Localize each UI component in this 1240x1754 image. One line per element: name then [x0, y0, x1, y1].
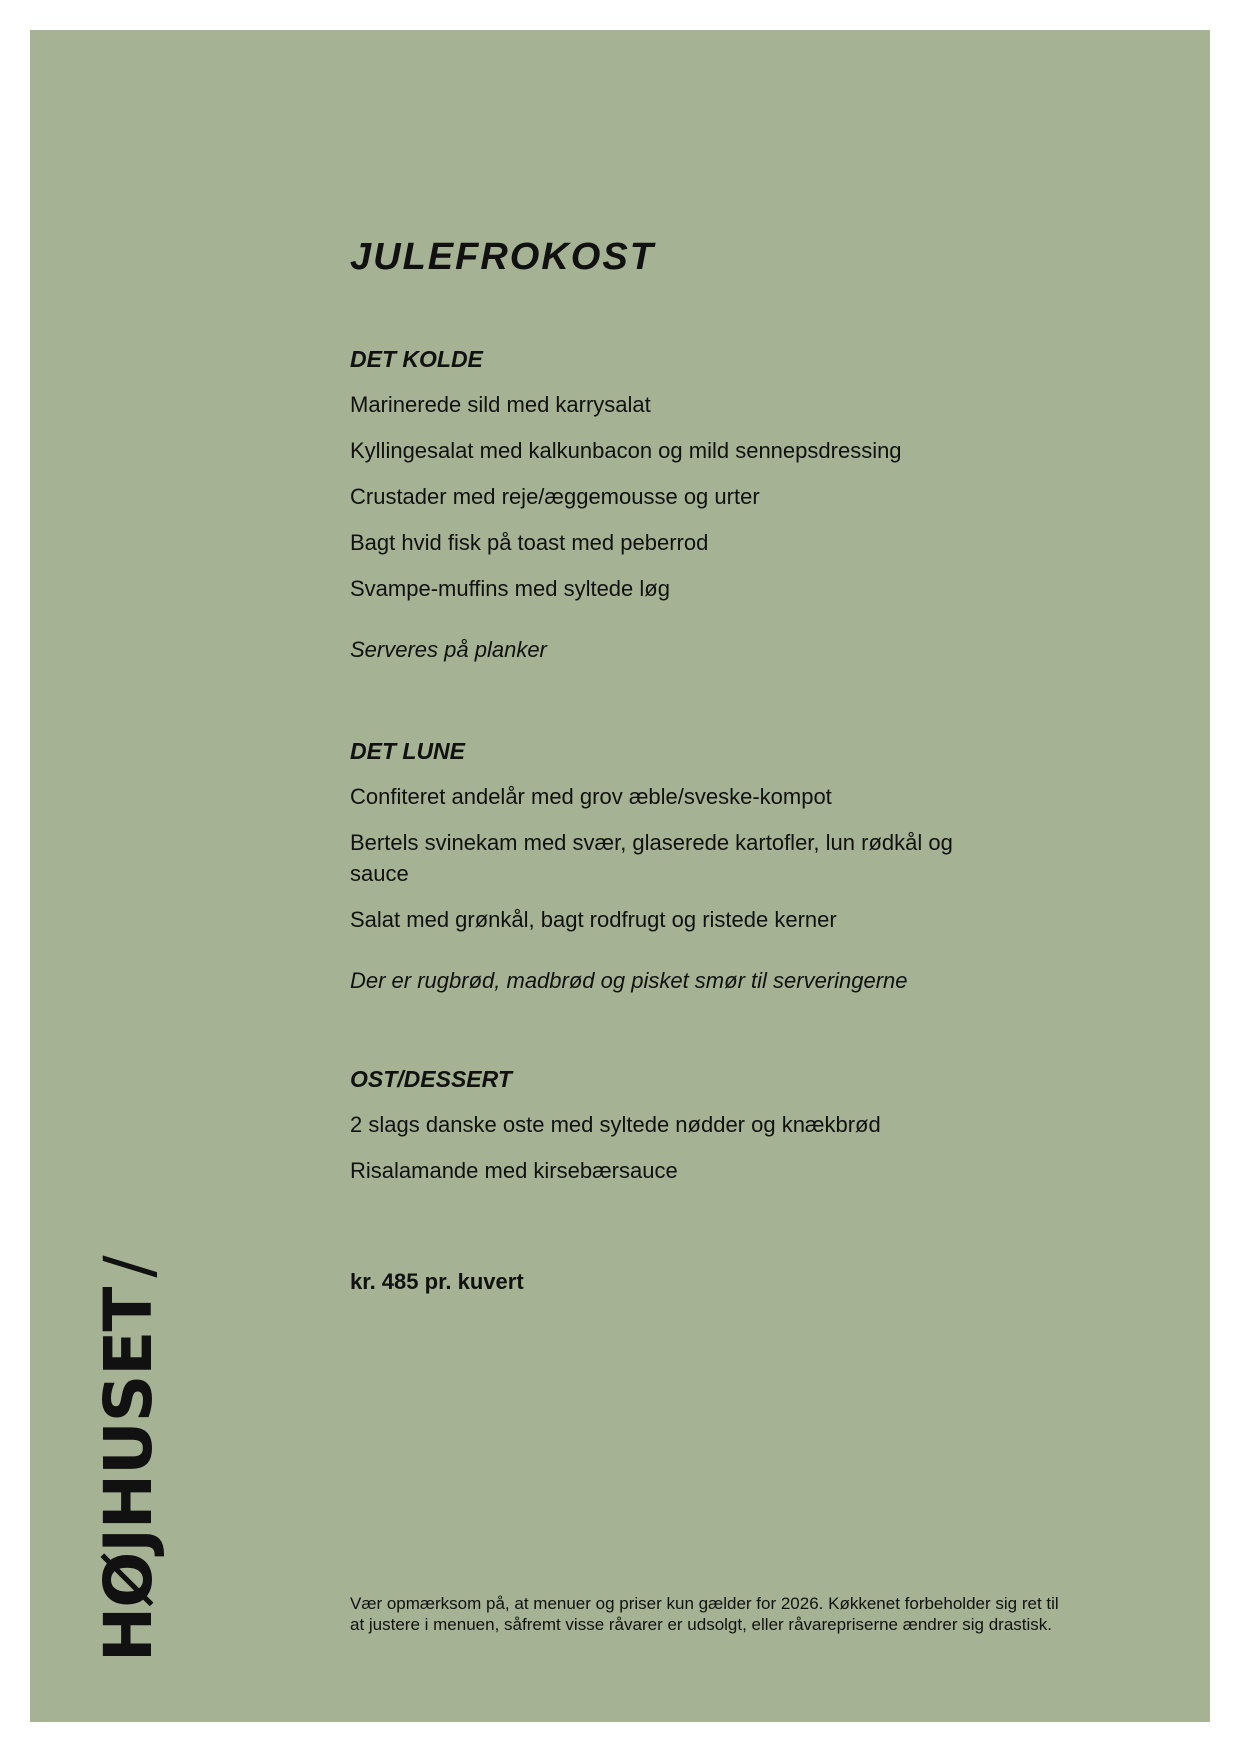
- brand-logo: [90, 1256, 167, 1662]
- dish-item: Crustader med reje/æggemousse og urter: [350, 484, 760, 509]
- dish-item: Bagt hvid fisk på toast med peberrod: [350, 530, 709, 555]
- section-heading: DET KOLDE: [350, 346, 483, 372]
- brand-slash: /: [90, 1256, 167, 1278]
- dish-item: Kyllingesalat med kalkunbacon og mild sennepsdressing: [350, 438, 902, 463]
- dish-item: Bertels svinekam med svær, glaserede kartofler, lun rødkål og sauce: [350, 830, 953, 886]
- section-heading: OST/DESSERT: [350, 1066, 512, 1092]
- brand-name: HØJHUSET: [90, 1287, 167, 1662]
- section-ost-dessert: [350, 1063, 970, 1201]
- section-heading: DET LUNE: [350, 738, 465, 764]
- section-det-lune: [350, 735, 970, 996]
- disclaimer-text: Vær opmærksom på, at menuer og priser kun gælder for 2026. Køkkenet forbeholder sig ret til at justere i menuen, såfremt visse råvarer er udsolgt, eller råvarepriserne ændrer sig drastisk.: [350, 1594, 1059, 1634]
- dish-item: Svampe-muffins med syltede løg: [350, 576, 670, 601]
- section-det-kolde: [350, 343, 970, 665]
- menu-title: JULEFROKOST: [350, 236, 655, 278]
- section-note: Serveres på planker: [350, 637, 547, 662]
- dish-item: Risalamande med kirsebærsauce: [350, 1158, 678, 1183]
- menu-page: [30, 30, 1210, 1722]
- dish-item: Confiteret andelår med grov æble/sveske-kompot: [350, 784, 832, 809]
- price-per-cover: kr. 485 pr. kuvert: [350, 1269, 524, 1294]
- dish-item: Salat med grønkål, bagt rodfrugt og ristede kerner: [350, 907, 837, 932]
- dish-item: 2 slags danske oste med syltede nødder og knækbrød: [350, 1112, 881, 1137]
- dish-item: Marinerede sild med karrysalat: [350, 392, 651, 417]
- section-note: Der er rugbrød, madbrød og pisket smør til serveringerne: [350, 968, 908, 993]
